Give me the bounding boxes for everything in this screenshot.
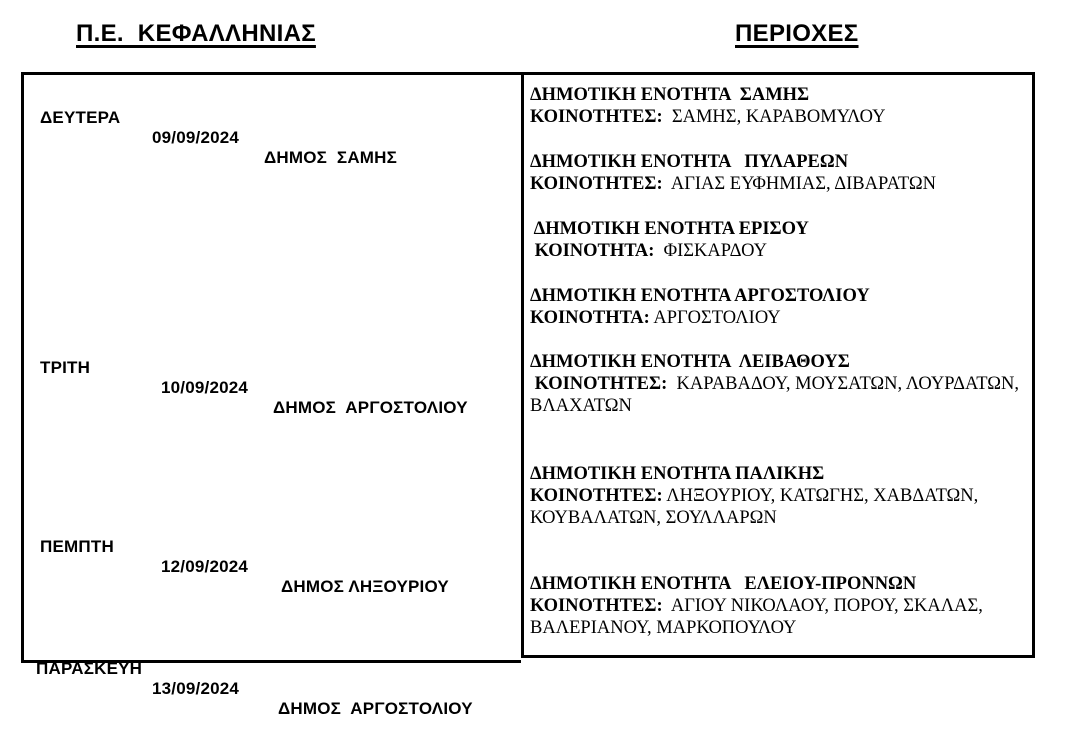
row-date: 10/09/2024 xyxy=(161,378,249,397)
row-municipality: ΔΗΜΟΣ ΛΗΞΟΥΡΙΟΥ xyxy=(281,577,449,596)
communities-label: ΚΟΙΝΟΤΗΤΑ: xyxy=(530,308,650,328)
communities-label: ΚΟΙΝΟΤΗΤΕΣ: xyxy=(530,486,663,506)
table-row xyxy=(24,338,521,438)
communities-line xyxy=(530,106,1030,128)
area-block xyxy=(530,218,1030,262)
communities-line xyxy=(530,307,1030,329)
municipal-unit-name: ΔΗΜΟΤΙΚΗ ΕΝΟΤΗΤΑ ΛΕΙΒΑΘΟΥΣ xyxy=(530,352,850,372)
communities-label: ΚΟΙΝΟΤΗΤΕΣ: xyxy=(530,596,668,616)
communities-line xyxy=(530,240,1030,262)
communities-values: ΑΓΙΑΣ ΕΥΦΗΜΙΑΣ, ΔΙΒΑΡΑΤΩΝ xyxy=(667,174,936,194)
communities-line xyxy=(530,173,1030,195)
communities-values: ΛΗΞΟΥΡΙΟΥ, ΚΑΤΩΓΗΣ, ΧΑΒΔΑΤΩΝ, ΚΟΥΒΑΛΑΤΩΝ, ΣΟΥΛΛΑΡΩΝ xyxy=(530,486,979,528)
area-block xyxy=(530,151,1030,195)
area-block xyxy=(530,463,1030,529)
municipal-unit-name: ΔΗΜΟΤΙΚΗ ΕΝΟΤΗΤΑ ΣΑΜΗΣ xyxy=(530,85,810,105)
area-block xyxy=(530,351,1030,417)
communities-label: ΚΟΙΝΟΤΗΤΕΣ: xyxy=(530,174,668,194)
row-day: ΤΡΙΤΗ xyxy=(40,358,91,377)
municipal-unit-name: ΔΗΜΟΤΙΚΗ ΕΝΟΤΗΤΑ ΕΡΙΣΟΥ xyxy=(530,219,809,239)
row-day: ΠΑΡΑΣΚΕΥΗ xyxy=(36,659,143,678)
row-municipality: ΔΗΜΟΣ ΑΡΓΟΣΤΟΛΙΟΥ xyxy=(278,699,473,718)
communities-values: ΑΓΙΟΥ ΝΙΚΟΛΑΟΥ, ΠΟΡΟΥ, ΣΚΑΛΑΣ, ΒΑΛΕΡΙΑΝΟΥ, ΜΑΡΚΟΠΟΥΛΟΥ xyxy=(530,596,983,638)
schedule-column xyxy=(21,72,521,718)
page-headings xyxy=(0,0,1088,72)
row-date: 09/09/2024 xyxy=(152,128,240,147)
communities-label: ΚΟΙΝΟΤΗΤΕΣ: xyxy=(530,107,668,127)
table-row xyxy=(24,517,521,617)
table-row xyxy=(24,88,521,188)
communities-line xyxy=(530,595,1030,639)
row-date: 12/09/2024 xyxy=(161,557,249,576)
municipal-unit-name: ΔΗΜΟΤΙΚΗ ΕΝΟΤΗΤΑ ΠΥΛΑΡΕΩΝ xyxy=(530,152,849,172)
municipal-unit-name: ΔΗΜΟΤΙΚΗ ΕΝΟΤΗΤΑ ΠΑΛΙΚΗΣ xyxy=(530,464,825,484)
page-title-prefecture: Π.Ε. ΚΕΦΑΛΛΗΝΙΑΣ xyxy=(76,20,316,47)
communities-label: ΚΟΙΝΟΤΗΤΑ: xyxy=(530,241,659,261)
municipal-unit-name: ΔΗΜΟΤΙΚΗ ΕΝΟΤΗΤΑ ΕΛΕΙΟΥ-ΠΡΟΝΝΩΝ xyxy=(530,574,917,594)
communities-line xyxy=(530,373,1030,417)
area-block xyxy=(530,285,1030,329)
communities-values: ΦΙΣΚΑΡΔΟΥ xyxy=(658,241,767,261)
schedule-table xyxy=(21,72,1035,718)
table-row xyxy=(24,639,521,739)
communities-line xyxy=(530,485,1030,529)
row-municipality: ΔΗΜΟΣ ΣΑΜΗΣ xyxy=(264,148,398,167)
area-block xyxy=(530,573,1030,639)
communities-values: ΚΑΡΑΒΑΔΟΥ, ΜΟΥΣΑΤΩΝ, ΛΟΥΡΔΑΤΩΝ, ΒΛΑΧΑΤΩΝ xyxy=(530,374,1019,416)
row-day: ΠΕΜΠΤΗ xyxy=(40,537,114,556)
row-date: 13/09/2024 xyxy=(152,679,240,698)
areas-list xyxy=(527,75,1035,661)
areas-column xyxy=(521,72,1035,658)
communities-values: ΑΡΓΟΣΤΟΛΙΟΥ xyxy=(649,308,781,328)
row-municipality: ΔΗΜΟΣ ΑΡΓΟΣΤΟΛΙΟΥ xyxy=(273,398,468,417)
page-title-areas: ΠΕΡΙΟΧΕΣ xyxy=(735,20,859,47)
area-block xyxy=(530,84,1030,128)
municipal-unit-name: ΔΗΜΟΤΙΚΗ ΕΝΟΤΗΤΑ ΑΡΓΟΣΤΟΛΙΟΥ xyxy=(530,286,870,306)
row-day: ΔΕΥΤΕΡΑ xyxy=(40,108,121,127)
communities-values: ΣΑΜΗΣ, ΚΑΡΑΒΟΜΥΛΟΥ xyxy=(667,107,886,127)
communities-label: ΚΟΙΝΟΤΗΤΕΣ: xyxy=(530,374,672,394)
